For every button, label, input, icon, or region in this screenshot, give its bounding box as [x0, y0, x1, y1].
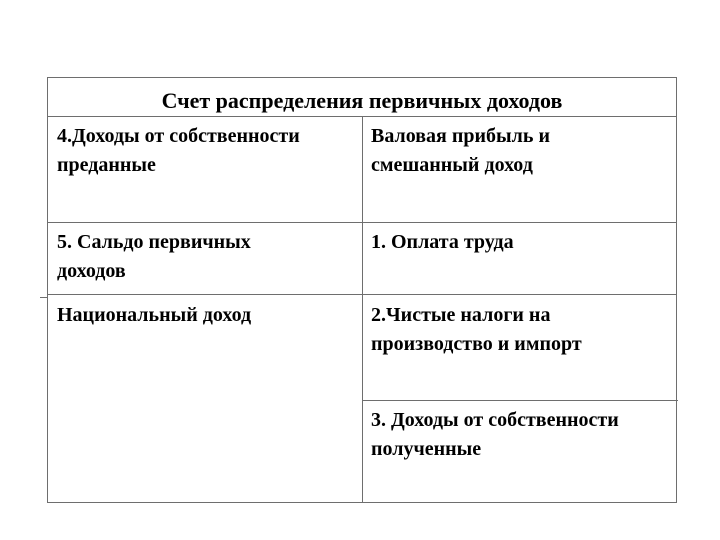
cell-primary-income-balance: 5. Сальдо первичных доходов [57, 231, 251, 282]
column-divider [362, 116, 363, 502]
divider-row-1 [48, 222, 676, 223]
divider-row-3-right [362, 400, 678, 401]
stray-line-mark [40, 297, 48, 298]
divider-row-2 [48, 294, 676, 295]
table-title: Счет распределения первичных доходов [161, 88, 563, 113]
cell-compensation-of-employees: 1. Оплата труда [371, 231, 514, 253]
cell-property-income-received: 3. Доходы от собственности полученные [371, 409, 619, 460]
cell-national-income: Национальный доход [57, 304, 252, 326]
cell-net-taxes: 2.Чистые налоги на производство и импорт [371, 304, 582, 355]
cell-gross-profit-mixed-income: Валовая прибыль и смешанный доход [371, 125, 550, 176]
primary-income-account-table [47, 77, 677, 503]
cell-property-income-paid: 4.Доходы от собственности преданные [57, 125, 300, 176]
